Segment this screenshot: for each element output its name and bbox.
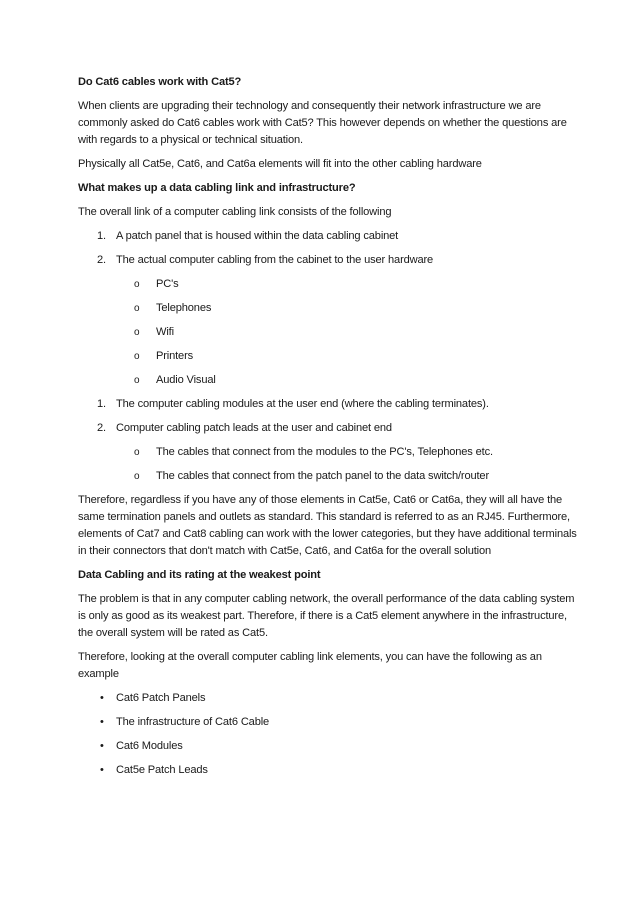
numbered-item (78, 252, 578, 269)
sublist-item-text: The cables that connect from the modules to the PC's, Telephones etc. (156, 446, 493, 458)
numbered-item (78, 420, 578, 437)
example-bullet-list (78, 690, 578, 779)
bullet-item-text: The infrastructure of Cat6 Cable (116, 716, 270, 728)
section-heading: What makes up a data cabling link and infrastructure? (78, 182, 356, 194)
sublist-item (78, 276, 578, 293)
sublist-item-text: Printers (156, 350, 194, 362)
bullet-item-text: Cat6 Patch Panels (116, 692, 206, 704)
numbered-list (78, 396, 578, 437)
bullet-dot-icon: • (100, 716, 104, 728)
bullet-item-text: Cat5e Patch Leads (116, 764, 208, 776)
link-overview-paragraph: The overall link of a computer cabling link consists of the following (78, 206, 392, 218)
bullet-item (78, 690, 578, 707)
sublist-item (78, 372, 578, 389)
bullet-item (78, 738, 578, 755)
sublist-item-text: PC's (156, 278, 179, 290)
item-text: The computer cabling modules at the user end (where the cabling terminates). (116, 398, 489, 410)
circle-bullet-icon: o (134, 447, 140, 458)
numbered-list (78, 228, 578, 269)
bullet-dot-icon: • (100, 764, 104, 776)
item-number: 1. (97, 398, 106, 410)
bullet-dot-icon: • (100, 740, 104, 752)
hardware-sublist (78, 276, 578, 389)
item-text: Computer cabling patch leads at the user and cabinet end (116, 422, 392, 434)
sublist-item (78, 468, 578, 485)
physical-compatibility-paragraph: Physically all Cat5e, Cat6, and Cat6a elements will fit into the other cabling hardware (78, 158, 482, 170)
circle-bullet-icon: o (134, 303, 140, 314)
section-heading: Do Cat6 cables work with Cat5? (78, 76, 242, 88)
sublist-item-text: Audio Visual (156, 374, 216, 386)
example-intro-paragraph: Therefore, looking at the overall computer cabling link elements, you can have the following as an example (78, 651, 542, 680)
circle-bullet-icon: o (134, 327, 140, 338)
intro-paragraph: When clients are upgrading their technology and consequently their network infrastructure we are commonly asked do Cat6 cables work with Cat5? This however depends on whether the questions are with regards to a physical or technical situation. (78, 100, 567, 146)
sublist-item-text: Wifi (156, 326, 174, 338)
bullet-dot-icon: • (100, 692, 104, 704)
bullet-item-text: Cat6 Modules (116, 740, 183, 752)
termination-paragraph: Therefore, regardless if you have any of those elements in Cat5e, Cat6 or Cat6a, they will all have the same termination panels and outlets as standard. This standard is referred to as an RJ45. Furthermore, elements of Cat7 and Cat8 cabling can work with the lower categories, but they have additional terminals in their connectors that don't match with Cat5e, Cat6, and Cat6a for the overall solution (78, 494, 577, 557)
numbered-item (78, 228, 578, 245)
item-number: 1. (97, 230, 106, 242)
section-heading: Data Cabling and its rating at the weakest point (78, 569, 321, 581)
sublist-item (78, 300, 578, 317)
item-number: 2. (97, 422, 106, 434)
patch-lead-sublist (78, 444, 578, 485)
sublist-item-text: The cables that connect from the patch panel to the data switch/router (156, 470, 489, 482)
bullet-item (78, 714, 578, 731)
weakest-point-paragraph: The problem is that in any computer cabling network, the overall performance of the data cabling system is only as good as its weakest part. Therefore, if there is a Cat5 element anywhere in the infrastructure, the overall system will be rated as Cat5. (78, 593, 575, 639)
circle-bullet-icon: o (134, 279, 140, 290)
sublist-item (78, 444, 578, 461)
circle-bullet-icon: o (134, 375, 140, 386)
sublist-item-text: Telephones (156, 302, 212, 314)
item-number: 2. (97, 254, 106, 266)
bullet-item (78, 762, 578, 779)
sublist-item (78, 324, 578, 341)
sublist-item (78, 348, 578, 365)
numbered-item (78, 396, 578, 413)
circle-bullet-icon: o (134, 471, 140, 482)
item-text: A patch panel that is housed within the data cabling cabinet (116, 230, 399, 242)
circle-bullet-icon: o (134, 351, 140, 362)
item-text: The actual computer cabling from the cabinet to the user hardware (116, 254, 434, 266)
